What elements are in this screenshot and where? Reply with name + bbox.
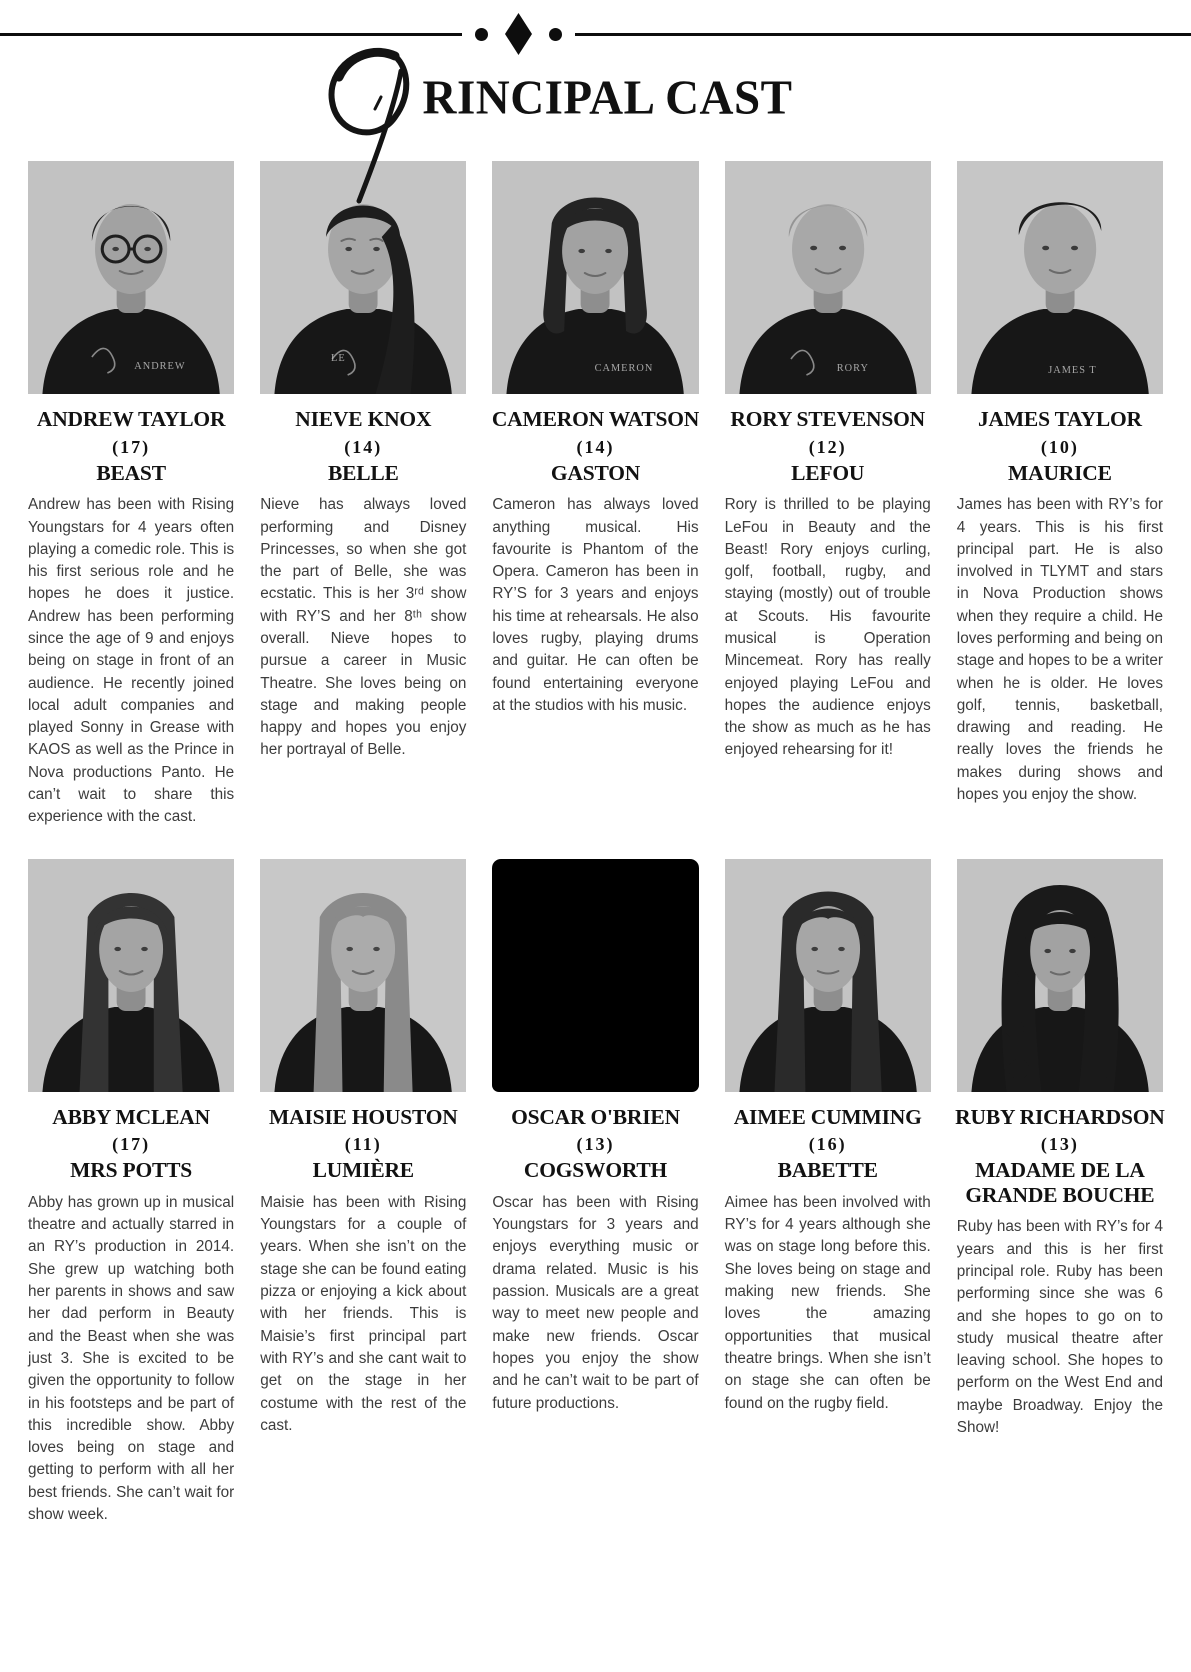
cast-card (492, 859, 698, 1527)
portrait-illustration (28, 161, 234, 394)
cast-age: (17) (112, 436, 151, 457)
cast-role: BEAST (96, 460, 166, 485)
cast-bio: Andrew has been with Rising Youngstars for 4 years often playing a comedic role. This is his first serious role and he hopes he does it justice. Andrew has been performing since the age of 9 and enjoys being on stage in front of an audience. He recently joined local adult companies and played Sonny in Grease with KAOS as well as the Prince in Nova productions Panto. He can’t wait to share this experience with the cast. (28, 496, 235, 826)
cast-age: (17) (112, 1134, 151, 1155)
script-p-glyph (315, 43, 433, 203)
portrait-illustration (957, 859, 1163, 1092)
cast-card (957, 859, 1163, 1527)
dot-icon (549, 28, 562, 41)
cast-photo (725, 161, 931, 394)
cast-card (957, 161, 1163, 829)
cast-age: (13) (576, 1134, 615, 1155)
cast-grid (0, 161, 1191, 1526)
cast-age: (13) (1040, 1134, 1079, 1155)
cast-card (28, 161, 234, 829)
cast-role: MAURICE (1008, 460, 1112, 485)
cast-role: MADAME DE LA GRANDE BOUCHE (965, 1158, 1155, 1207)
svg-text:RORY: RORY (836, 363, 869, 374)
cast-photo (28, 859, 234, 1092)
cast-age: (16) (808, 1134, 847, 1155)
cast-name: JAMES TAYLOR (977, 407, 1142, 431)
cast-age: (14) (344, 436, 383, 457)
cast-bio: James has been with RY’s for 4 years. This is his first principal part. He is also involved in TLYMT and stars in Nova Production shows when they require a child. He loves performing and being on stage and hopes to be a writer when he is older. He loves golf, tennis, basketball, drawing and reading. He really loves the friends he makes during shows and hopes you enjoy the show. (956, 496, 1163, 804)
cast-photo-redacted (492, 859, 698, 1092)
cast-card (28, 859, 234, 1527)
cast-role: BELLE (327, 460, 399, 485)
cast-role: LUMIÈRE (312, 1158, 414, 1183)
cast-bio: Cameron has always loved anything musical. His favourite is Phantom of the Opera. Cameron has been in RY’S for 3 years and enjoys his time at rehearsals. He also loves rugby, playing drums and guitar. He can often be found entertaining everyone at the studios with his music. (492, 496, 699, 714)
portrait-illustration (725, 161, 931, 394)
cast-bio: Maisie has been with Rising Youngstars for a couple of years. When she isn’t on the stage she can be found eating pizza or enjoying a kick about with her friends. This is Maisie’s first principal part with RY’s and she cant wait to get on the stage in her costume with the rest of the cast. (260, 1193, 467, 1434)
cast-card (260, 161, 466, 829)
cast-photo (957, 859, 1163, 1092)
portrait-illustration (957, 161, 1163, 394)
cast-card (260, 859, 466, 1527)
cast-photo (492, 161, 698, 394)
page-title (0, 43, 1149, 151)
cast-role: COGSWORTH (523, 1158, 668, 1183)
cast-name: NIEVE KNOX (295, 407, 432, 431)
cast-name: ANDREW TAYLOR (36, 407, 226, 431)
cast-name: RORY STEVENSON (730, 407, 925, 431)
cast-bio: Ruby has been with RY’s for 4 years and this is her first principal role. Ruby has been performing since she was 6 and she hopes to go on to study musical theatre after leaving school. She hopes to perform on the West End and maybe Broadway. Enjoy the Show! (956, 1218, 1163, 1437)
page-title-text: RINCIPAL CAST (422, 70, 793, 126)
cast-bio: Nieve has always loved performing and Disney Princesses, so when she got the part of Belle, she was ecstatic. This is her 3ʳᵈ show with RY’S and her 8ᵗʰ show overall. Nieve hopes to pursue a career in Music Theatre. She loves being on stage and making people happy and hopes you enjoy her portrayal of Belle. (260, 496, 467, 759)
portrait-illustration (28, 859, 234, 1092)
cast-photo (260, 859, 466, 1092)
svg-text:JAMES T: JAMES T (1048, 365, 1097, 376)
header-ornament (0, 27, 1191, 41)
cast-name: AIMEE CUMMING (733, 1104, 922, 1129)
svg-text:LE: LE (331, 353, 346, 364)
cast-card (725, 859, 931, 1527)
cast-card (492, 161, 698, 829)
portrait-illustration (492, 161, 698, 394)
svg-text:CAMERON: CAMERON (595, 363, 654, 374)
cast-age: (10) (1040, 436, 1079, 457)
cast-role: LEFOU (791, 460, 865, 485)
cast-age: (14) (576, 436, 615, 457)
cast-bio: Aimee has been involved with RY’s for 4 years although she was on stage long before this. She loves being on stage and making new friends. She loves the amazing opportunities that musical theatre brings. When she isn’t on stage she can often be found on the rugby field. (724, 1193, 931, 1412)
cast-age: (12) (808, 436, 847, 457)
svg-text:ANDREW: ANDREW (134, 361, 186, 372)
cast-age: (11) (344, 1134, 382, 1155)
cast-role: MRS POTTS (70, 1158, 193, 1183)
portrait-illustration (260, 859, 466, 1092)
cast-name: RUBY RICHARDSON (955, 1104, 1165, 1129)
cast-bio: Oscar has been with Rising Youngstars for 3 years and enjoys everything music or drama related. Music is his passion. Musicals are a great way to meet new people and make new friends. Oscar hopes you enjoy the show and he can’t wait to be part of future productions. (492, 1193, 699, 1412)
cast-name: MAISIE HOUSTON (269, 1104, 458, 1129)
cast-role: BABETTE (777, 1158, 878, 1183)
cast-photo (28, 161, 234, 394)
dot-icon (475, 28, 488, 41)
cast-bio: Abby has grown up in musical theatre and actually starred in an RY’s production in 2014. She grew up watching both her parents in shows and saw her dad perform in Beauty and the Beast when she was just 3. She is excited to be given the opportunity to follow in his footsteps and be part of this incredible show. Abby loves being on stage and getting to perform with all her best friends. She can’t wait for show week. (28, 1193, 235, 1524)
cast-card (725, 161, 931, 829)
cast-photo (957, 161, 1163, 394)
cast-name: ABBY MCLEAN (52, 1104, 210, 1129)
cast-name: CAMERON WATSON (491, 407, 700, 431)
cast-role: GASTON (550, 460, 641, 485)
cast-name: OSCAR O'BRIEN (511, 1104, 680, 1129)
cast-photo (725, 859, 931, 1092)
divider-line-right (575, 33, 1191, 36)
cast-bio: Rory is thrilled to be playing LeFou in Beauty and the Beast! Rory enjoys curling, golf, football, rugby, and staying (mostly) out of trouble at Scouts. His favourite musical is Operation Mincemeat. Rory has really enjoyed playing LeFou and hopes the audience enjoys the show as much as he has enjoyed rehearsing for it! (724, 496, 931, 759)
portrait-illustration (725, 859, 931, 1092)
divider-line-left (0, 33, 462, 36)
